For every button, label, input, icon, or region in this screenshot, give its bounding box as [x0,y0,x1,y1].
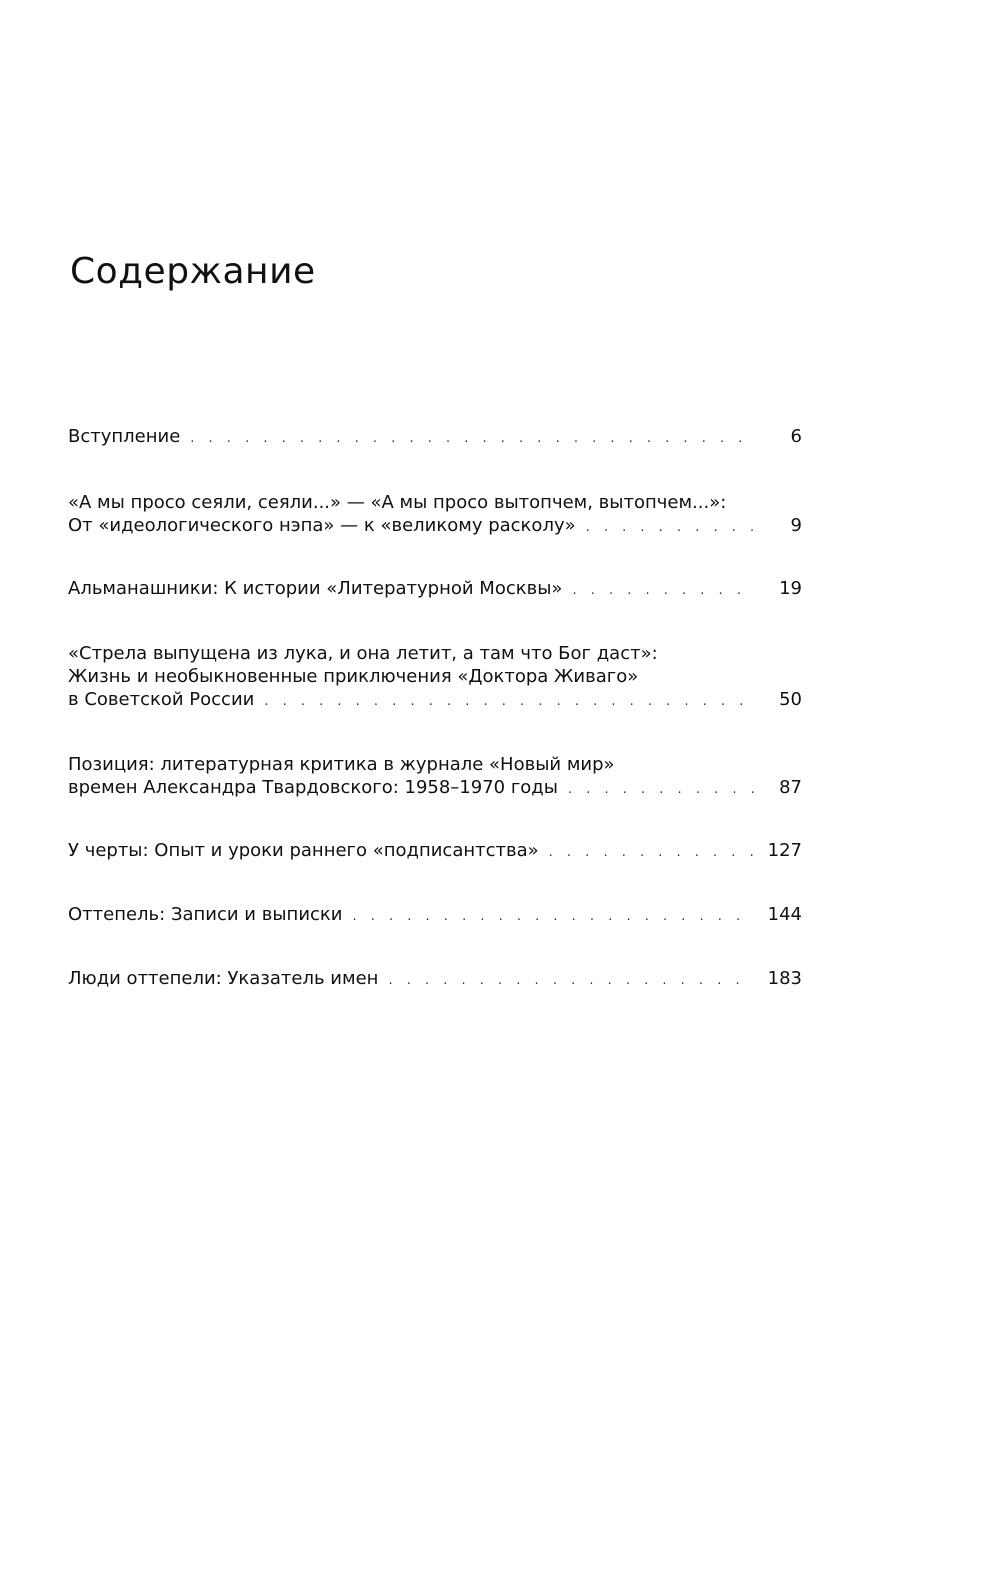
toc-page-number: 19 [779,578,802,599]
dot-leader [568,778,754,801]
toc-entry-title-line: в Советской России [68,689,255,710]
toc-entry-title-line: Позиция: литературная критика в журнале «Новый мир» [68,754,615,775]
toc-entry-title-line: «Стрела выпущена из лука, и она летит, а там что Бог даст»: [68,643,658,664]
toc-entry-signatories[interactable] [68,839,802,864]
toc-entry-title-line: времен Александра Твардовского: 1958–1970 годы [68,777,558,798]
toc-entry-introduction[interactable] [68,425,802,450]
dot-leader [264,690,754,713]
dot-leader [586,516,754,539]
toc-entry-name-index[interactable] [68,967,802,992]
toc-page-number: 9 [790,515,802,536]
toc-entry-title: Люди оттепели: Указатель имен [68,968,379,989]
toc-entry-novy-mir[interactable] [68,753,802,801]
dot-leader [388,969,754,992]
page-title: Содержание [70,251,316,292]
dot-leader [572,579,754,602]
toc-entry-title: Оттепель: Записи и выписки [68,904,343,925]
toc-entry-ideological-nep[interactable] [68,491,802,539]
toc-page-number: 144 [767,904,802,925]
toc-entry-title-line: Жизнь и необыкновенные приключения «Доктора Живаго» [68,666,639,687]
dot-leader [352,905,754,928]
toc-page-number: 50 [779,689,802,710]
toc-entry-title: Альманашники: К истории «Литературной Москвы» [68,578,563,599]
dot-leader [190,427,754,450]
toc-entry-title-line: «А мы просо сеяли, сеяли...» — «А мы просо вытопчем, вытопчем...»: [68,492,727,513]
toc-entry-title: У черты: Опыт и уроки раннего «подписантства» [68,840,539,861]
toc-page-number: 6 [790,426,802,447]
toc-page-number: 87 [779,777,802,798]
toc-entry-thaw-notes[interactable] [68,903,802,928]
dot-leader [549,841,754,864]
toc-entry-doctor-zhivago[interactable] [68,642,802,713]
toc-page-number: 127 [767,840,802,861]
toc-entry-almanac[interactable] [68,577,802,602]
toc-entry-title: Вступление [68,426,181,447]
toc-page-number: 183 [767,968,802,989]
toc-entry-title-line: От «идеологического нэпа» — к «великому расколу» [68,515,576,536]
